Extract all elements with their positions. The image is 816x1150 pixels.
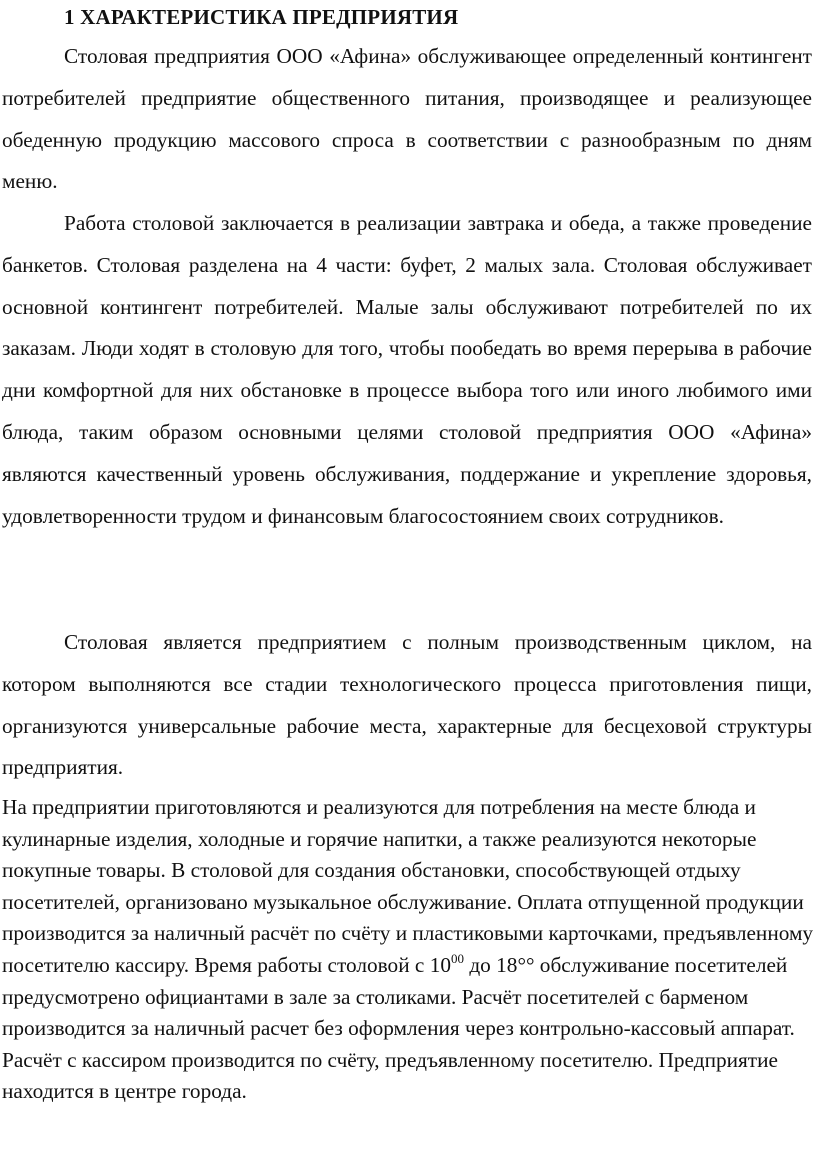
paragraph-services (2, 792, 814, 1108)
opening-hour-superscript: 00 (451, 950, 465, 966)
paragraph-operations: Работа столовой заключается в реализации завтрака и обеда, а также проведение банкетов. Столовая разделена на 4 части: буфет, 2 малых зала. Столовая обслуживает основной контингент потребителей. Малые залы обслуживают потребителей по их заказам. Люди ходят в столовую для того, чтобы пообедать во время перерыва в рабочие дни комфортной для них обстановке в процессе выбора того или иного любимого ими блюда, таким образом основными целями столовой предприятия ООО «Афина» являются качественный уровень обслуживания, поддержание и укрепление здоровья, удовлетворенности трудом и финансовым благосостоянием своих сотрудников. (2, 211, 812, 528)
paragraph-production-cycle: Столовая является предприятием с полным производственным циклом, на котором выполняются все стадии технологического процесса приготовления пищи, организуются универсальные рабочие места, характерные для бесцеховой структуры предприятия. (2, 630, 812, 780)
paragraph-services-part-2: до 18°° обслуживание посетителей предусмотрено официантами в зале за столиками. Расчёт посетителей с барменом производится за наличный расчет без оформления через контрольно-кассовый аппарат. Расчёт с кассиром производится по счёту, предъявленному посетителю. Предприятие находится в центре города. (2, 952, 795, 1104)
paragraph-services-part-1: На предприятии приготовляются и реализуются для потребления на месте блюда и кулинарные изделия, холодные и горячие напитки, а также реализуются некоторые покупные товары. В столовой для создания обстановки, способствующей отдыху посетителей, организовано музыкальное обслуживание. Оплата отпущенной продукции производится за наличный расчёт по счёту и пластиковыми карточками, предъявленному посетителю кассиру. Время работы столовой с 10 (2, 795, 814, 977)
section-heading: 1 ХАРАКТЕРИСТИКА ПРЕДПРИЯТИЯ (64, 5, 459, 29)
paragraph-overview: Столовая предприятия ООО «Афина» обслуживающее определенный контингент потребителей предприятие общественного питания, производящее и реализующее обеденную продукцию массового спроса в соответствии с разнообразным по дням меню. (2, 44, 812, 194)
